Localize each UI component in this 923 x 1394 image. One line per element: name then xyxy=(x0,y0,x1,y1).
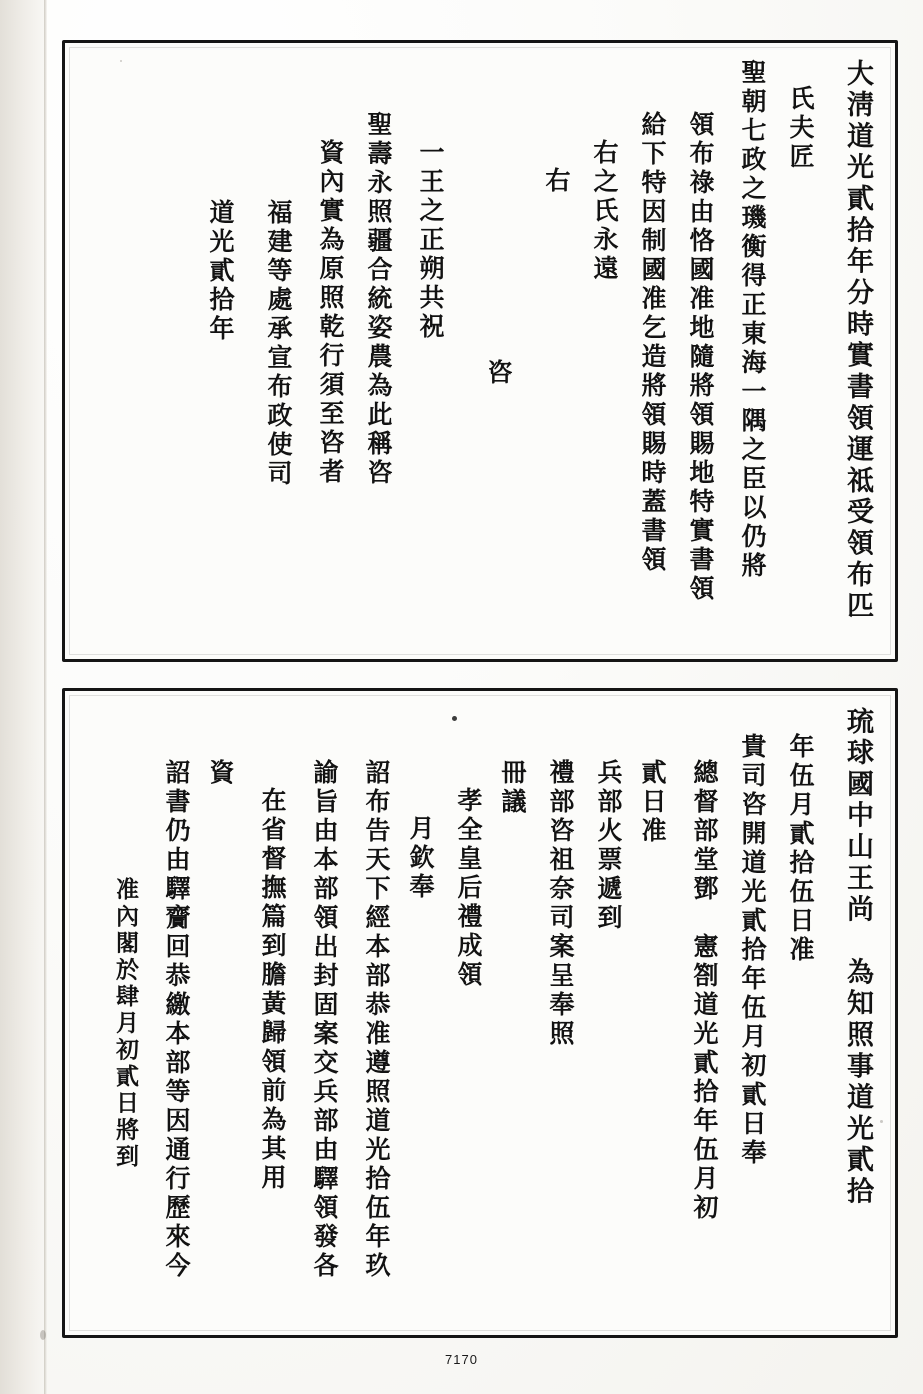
text-column: 諭旨由本部領出封固案交兵部由驛領發各 xyxy=(310,759,339,1281)
text-column: 孝全皇后禮成領 xyxy=(454,787,483,990)
text-column: 月欽奉 xyxy=(406,815,435,902)
text-column: 在省督撫篇到膽黃歸領前為其用 xyxy=(258,787,287,1193)
scan-speckle xyxy=(40,1330,46,1340)
text-column: 福建等處承宣布政使司 xyxy=(264,199,293,489)
text-column: 右 xyxy=(542,167,571,196)
text-column: 大淸道光貳拾年分時實書領運祗受領布匹 xyxy=(842,59,873,623)
text-column: 咨 xyxy=(484,359,513,388)
upper-text-columns xyxy=(87,59,873,643)
text-column: 領布祿由恪國准地隨將領賜地特實書領 xyxy=(686,111,715,604)
scan-speckle xyxy=(120,60,122,62)
text-column: 禮部咨祖奈司案呈奉照 xyxy=(546,759,575,1049)
text-column: 聖朝七政之璣衡得正東海一隅之臣以仍將 xyxy=(738,59,767,581)
page-number: 7170 xyxy=(445,1352,478,1367)
text-column: 資內實為原照乾行須至咨者 xyxy=(316,139,345,487)
text-column: 總督部堂鄧 憲劄道光貳拾年伍月初 xyxy=(690,759,719,1223)
binding-gutter xyxy=(0,0,46,1394)
lower-text-block xyxy=(62,688,898,1338)
binding-edge xyxy=(44,0,47,1394)
scan-speckle xyxy=(880,1120,883,1123)
text-column: 貳日准 xyxy=(638,759,667,846)
text-column: 准內閣於肆月初貳日將到 xyxy=(112,877,139,1171)
text-column: 琉球國中山王尚 為知照事道光貳拾 xyxy=(842,707,873,1209)
text-column: 年伍月貳拾伍日准 xyxy=(786,733,815,965)
text-column: 兵部火票遞到 xyxy=(594,759,623,933)
text-column: 道光貳拾年 xyxy=(206,199,235,344)
text-column: 聖壽永照疆合統姿農為此稱咨 xyxy=(364,111,393,488)
text-column: 給下特因制國准乞造將領賜時蓋書領 xyxy=(638,111,667,575)
text-column: 貴司咨開道光貳拾年伍月初貳日奉 xyxy=(738,733,767,1168)
text-column: 資 xyxy=(206,759,235,788)
ink-blot-mark xyxy=(452,716,457,721)
text-column: 右之氏永遠 xyxy=(590,139,619,284)
text-column: 詔布告天下經本部恭准遵照道光拾伍年玖 xyxy=(362,759,391,1281)
upper-text-block xyxy=(62,40,898,662)
text-column: 氏夫匠 xyxy=(786,85,815,172)
text-column: 冊議 xyxy=(498,759,527,817)
lower-text-columns xyxy=(87,707,873,1319)
text-column: 一王之正朔共祝 xyxy=(416,139,445,342)
text-column: 詔書仍由驛齎回恭繳本部等因通行歷來今 xyxy=(162,759,191,1281)
